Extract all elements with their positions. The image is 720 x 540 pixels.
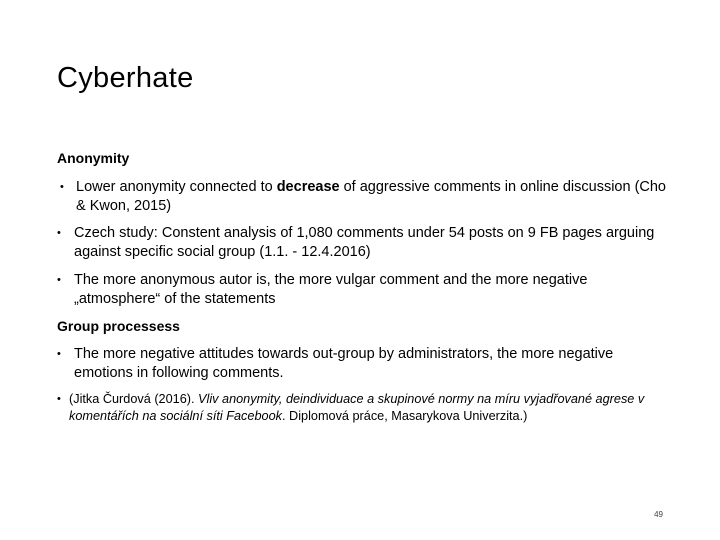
bullet-anonymous-author (57, 271, 667, 309)
bullet-dot: • (57, 348, 61, 360)
bullet-negative-attitudes (57, 345, 667, 383)
bullet-text-post: of aggressive comments in online discussion (Cho & Kwon, 2015) (76, 179, 666, 214)
bullet-text-pre: Lower anonymity connected to (76, 179, 277, 195)
citation-text-pre: (Jitka Čurdová (2016). (69, 392, 199, 406)
bullet-czech-study (57, 224, 667, 262)
section-heading-group-processes: Group processess (57, 318, 180, 334)
slide-title: Cyberhate (57, 62, 194, 94)
bullet-citation (57, 391, 667, 425)
bullet-text: Czech study: Constent analysis of 1,080 comments under 54 posts on 9 FB pages arguing against specific social group (1.1. - 12.4.2016) (74, 225, 655, 260)
section-heading-anonymity: Anonymity (57, 150, 130, 166)
bullet-dot: • (57, 227, 61, 239)
bullet-text-bold: decrease (276, 179, 340, 195)
bullet-anonymity-lower (60, 178, 667, 216)
bullet-text: The more anonymous autor is, the more vulgar comment and the more negative „atmosphere“ of the statements (74, 272, 588, 307)
citation-text-post: . Diplomová práce, Masarykova Univerzita.) (281, 409, 528, 423)
bullet-dot: • (60, 181, 64, 193)
citation-text-title: Vliv anonymity, deindividuace a skupinové normy na míru vyjadřované agrese v komentářích na sociální síti Facebook (69, 392, 645, 423)
bullet-dot: • (57, 274, 61, 286)
bullet-dot: • (57, 393, 61, 405)
slide-number: 49 (654, 510, 663, 519)
bullet-text: The more negative attitudes towards out-group by administrators, the more negative emotions in following comments. (74, 346, 614, 381)
